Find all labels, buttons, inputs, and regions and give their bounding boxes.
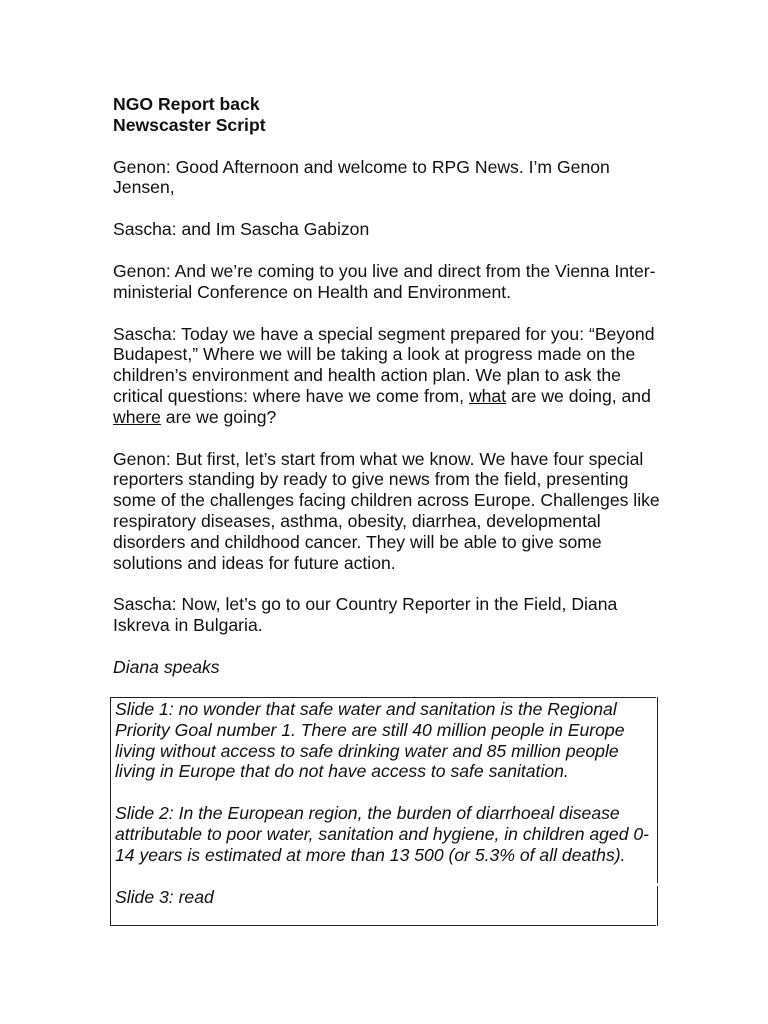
segment-text-mid: are we doing, and (506, 385, 651, 406)
paragraph-genon-welcome: Genon: Good Afternoon and welcome to RPG News. I’m Genon Jensen, (113, 156, 610, 198)
slide-3-text: Slide 3: read (115, 886, 214, 907)
underlined-where: where (113, 406, 161, 427)
paragraph-sascha-diana: Sascha: Now, let’s go to our Country Reporter in the Field, Diana Iskreva in Bulgaria. (113, 594, 618, 636)
paragraph-sascha-intro: Sascha: and Im Sascha Gabizon (113, 219, 370, 240)
script-body (113, 94, 673, 678)
slides-text (115, 699, 655, 907)
segment-text-start: Sascha: Today we have a special segment prepared for you: “Beyond Budapest,” Where we will be taking a look at progress made on the children’s environment and health action plan. We plan to ask the critical questions: where have we come from, (113, 323, 655, 406)
slides-box (110, 697, 656, 926)
document-title: NGO Report back (113, 94, 260, 114)
paragraph-genon-reporters: Genon: But first, let’s start from what we know. We have four special reporters standing by ready to give news from the field, presenting some of the challenges facing children across Europe. Challenges like respiratory diseases, asthma, obesity, diarrhea, developmental disorders and childhood cancer. They will be able to give some solutions and ideas for future action. (113, 448, 660, 573)
box-border-right-lower (657, 886, 658, 926)
underlined-what: what (468, 385, 507, 406)
slide-2-text: Slide 2: In the European region, the burden of diarrhoeal disease attributable to poor water, sanitation and hygiene, in children aged 0-14 years is estimated at more than 13 500 (or 5.3% of all deaths). (115, 803, 650, 865)
stage-direction: Diana speaks (113, 656, 220, 677)
paragraph-genon-vienna: Genon: And we’re coming to you live and direct from the Vienna Inter-ministerial Conference on Health and Environment. (113, 260, 656, 302)
document-subtitle: Newscaster Script (113, 114, 266, 135)
box-border-right-upper (657, 697, 658, 883)
segment-text-end: are we going? (160, 406, 277, 427)
paragraph-sascha-segment (113, 324, 673, 428)
slide-1-text: Slide 1: no wonder that safe water and sanitation is the Regional Priority Goal number 1. There are still 40 million people in Europe living without access to safe drinking water and 85 million people living in Europe that do not have access to safe sanitation. (115, 699, 625, 782)
